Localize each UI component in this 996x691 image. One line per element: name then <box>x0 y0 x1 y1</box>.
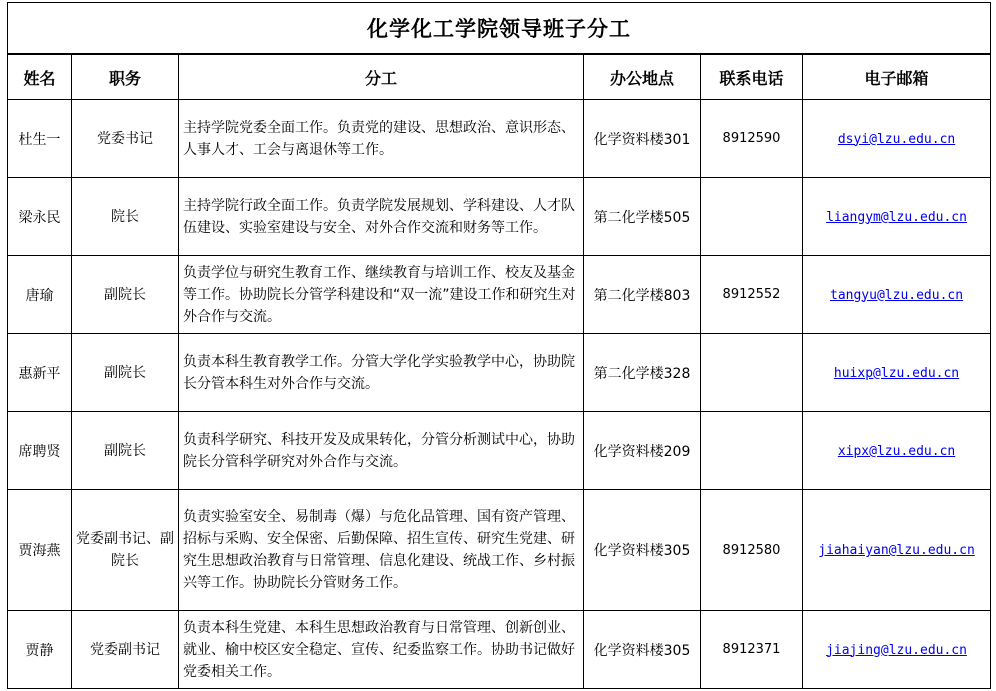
cell-name: 贾静 <box>8 611 72 689</box>
email-link[interactable]: liangym@lzu.edu.cn <box>826 209 967 225</box>
cell-phone: 8912590 <box>701 100 803 178</box>
cell-role: 院长 <box>72 178 179 256</box>
cell-duty: 负责本科生党建、本科生思想政治教育与日常管理、创新创业、就业、榆中校区安全稳定、宣传、纪委监察工作。协助书记做好党委相关工作。 <box>179 611 584 689</box>
header-duty: 分工 <box>179 54 584 100</box>
email-link[interactable]: jiahaiyan@lzu.edu.cn <box>818 543 975 558</box>
cell-duty: 负责实验室安全、易制毒（爆）与危化品管理、国有资产管理、招标与采购、安全保密、后勤保障、招生宣传、研究生党建、研究生思想政治教育与日常管理、信息化建设、统战工作、乡村振兴等工作。协助院长分管财务工作。 <box>179 490 584 611</box>
table-row <box>8 334 991 412</box>
cell-office: 第二化学楼328 <box>584 334 701 412</box>
header-role: 职务 <box>72 54 179 100</box>
email-link[interactable]: huixp@lzu.edu.cn <box>833 365 960 381</box>
cell-phone: 8912371 <box>701 611 803 689</box>
cell-phone: 8912552 <box>701 256 803 334</box>
cell-name: 梁永民 <box>8 178 72 256</box>
cell-office: 化学资料楼301 <box>584 100 701 178</box>
cell-role: 副院长 <box>72 412 179 490</box>
cell-name: 唐瑜 <box>8 256 72 334</box>
header-phone: 联系电话 <box>701 54 803 100</box>
table-row <box>8 178 991 256</box>
table-row <box>8 100 991 178</box>
cell-role: 党委副书记 <box>72 611 179 689</box>
header-row <box>8 54 991 100</box>
cell-email <box>803 256 991 334</box>
cell-name: 席聘贤 <box>8 412 72 490</box>
email-link[interactable]: jiajing@lzu.edu.cn <box>826 642 967 658</box>
table-title: 化学化工学院领导班子分工 <box>8 3 991 55</box>
header-email: 电子邮箱 <box>803 54 991 100</box>
cell-phone <box>701 334 803 412</box>
cell-duty: 负责科学研究、科技开发及成果转化，分管分析测试中心，协助院长分管科学研究对外合作与交流。 <box>179 412 584 490</box>
cell-role: 党委书记 <box>72 100 179 178</box>
header-name: 姓名 <box>8 54 72 100</box>
cell-duty: 负责学位与研究生教育工作、继续教育与培训工作、校友及基金等工作。协助院长分管学科建设和“双一流”建设工作和研究生对外合作与交流。 <box>179 256 584 334</box>
cell-office: 化学资料楼209 <box>584 412 701 490</box>
cell-duty: 主持学院行政全面工作。负责学院发展规划、学科建设、人才队伍建设、实验室建设与安全、对外合作交流和财务等工作。 <box>179 178 584 256</box>
cell-role: 党委副书记、副院长 <box>72 490 179 611</box>
cell-role: 副院长 <box>72 256 179 334</box>
table-row <box>8 611 991 689</box>
email-link[interactable]: tangyu@lzu.edu.cn <box>830 287 964 303</box>
email-link[interactable]: xipx@lzu.edu.cn <box>837 443 956 459</box>
cell-email <box>803 611 991 689</box>
cell-phone <box>701 412 803 490</box>
cell-office: 第二化学楼505 <box>584 178 701 256</box>
cell-role: 副院长 <box>72 334 179 412</box>
cell-name: 杜生一 <box>8 100 72 178</box>
email-link[interactable]: dsyi@lzu.edu.cn <box>837 131 956 147</box>
cell-duty: 主持学院党委全面工作。负责党的建设、思想政治、意识形态、人事人才、工会与离退休等工作。 <box>179 100 584 178</box>
cell-email <box>803 490 991 611</box>
table-row <box>8 256 991 334</box>
table-row <box>8 490 991 611</box>
cell-office: 第二化学楼803 <box>584 256 701 334</box>
cell-office: 化学资料楼305 <box>584 490 701 611</box>
leadership-table <box>7 2 991 689</box>
cell-email <box>803 412 991 490</box>
table-row <box>8 412 991 490</box>
cell-email <box>803 178 991 256</box>
header-office: 办公地点 <box>584 54 701 100</box>
cell-duty: 负责本科生教育教学工作。分管大学化学实验教学中心，协助院长分管本科生对外合作与交流。 <box>179 334 584 412</box>
cell-phone: 8912580 <box>701 490 803 611</box>
cell-email <box>803 334 991 412</box>
cell-email <box>803 100 991 178</box>
cell-name: 贾海燕 <box>8 490 72 611</box>
cell-name: 惠新平 <box>8 334 72 412</box>
cell-office: 化学资料楼305 <box>584 611 701 689</box>
cell-phone <box>701 178 803 256</box>
